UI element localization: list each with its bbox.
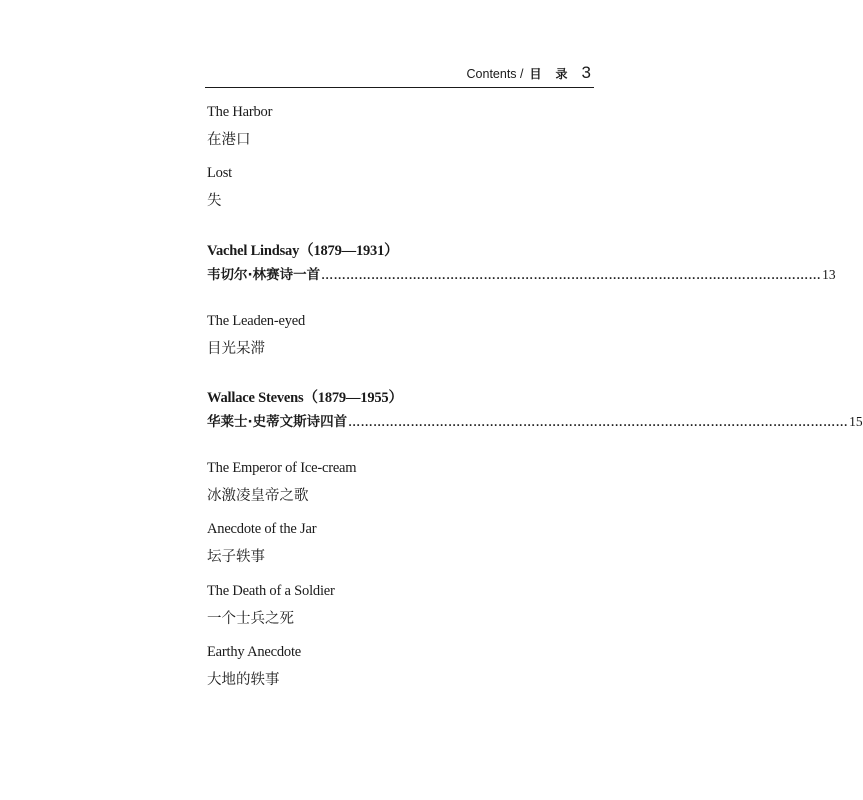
toc-page-number: 15: [849, 414, 863, 429]
poem-title-cn: 一个士兵之死: [207, 611, 294, 627]
poem-title-cn: 目光呆滞: [207, 341, 265, 357]
poem-title-cn: 坛子轶事: [207, 549, 265, 565]
poem-title-en: The Emperor of Ice-cream: [207, 460, 357, 476]
author-name-en: Wallace Stevens（1879—1955）: [207, 390, 403, 406]
author-name-cn: 华莱士·史蒂文斯诗四首: [207, 414, 348, 430]
header-text: [467, 63, 591, 83]
poem-title-en: Earthy Anecdote: [207, 644, 302, 660]
poem-title-cn: 冰激凌皇帝之歌: [207, 488, 309, 504]
author-toc-row[interactable]: [207, 410, 863, 430]
poem-title-en: The Leaden-eyed: [207, 313, 306, 329]
author-name-cn: 韦切尔·林赛诗一首: [207, 267, 321, 283]
poem-title-cn: 失: [207, 193, 222, 209]
poem-title-en: The Harbor: [207, 104, 273, 120]
author-name-en: Vachel Lindsay（1879—1931）: [207, 243, 399, 259]
running-header: [205, 62, 594, 88]
header-label: Contents /: [466, 67, 524, 81]
author-toc-row[interactable]: [207, 263, 836, 283]
poem-title-cn: 大地的轶事: [207, 672, 280, 688]
poem-title-en: The Death of a Soldier: [207, 583, 335, 599]
leader-dots: …………………………………………………………………………………………………………: [321, 268, 822, 282]
header-cn-label: 目录: [529, 67, 582, 81]
poem-title-en: Anecdote of the Jar: [207, 521, 317, 537]
poem-title-en: Lost: [207, 165, 232, 181]
leader-dots: …………………………………………………………………………………………………………: [348, 415, 849, 429]
page-number: 3: [581, 63, 591, 82]
poem-title-cn: 在港口: [207, 132, 251, 148]
toc-page-number: 13: [822, 267, 836, 282]
